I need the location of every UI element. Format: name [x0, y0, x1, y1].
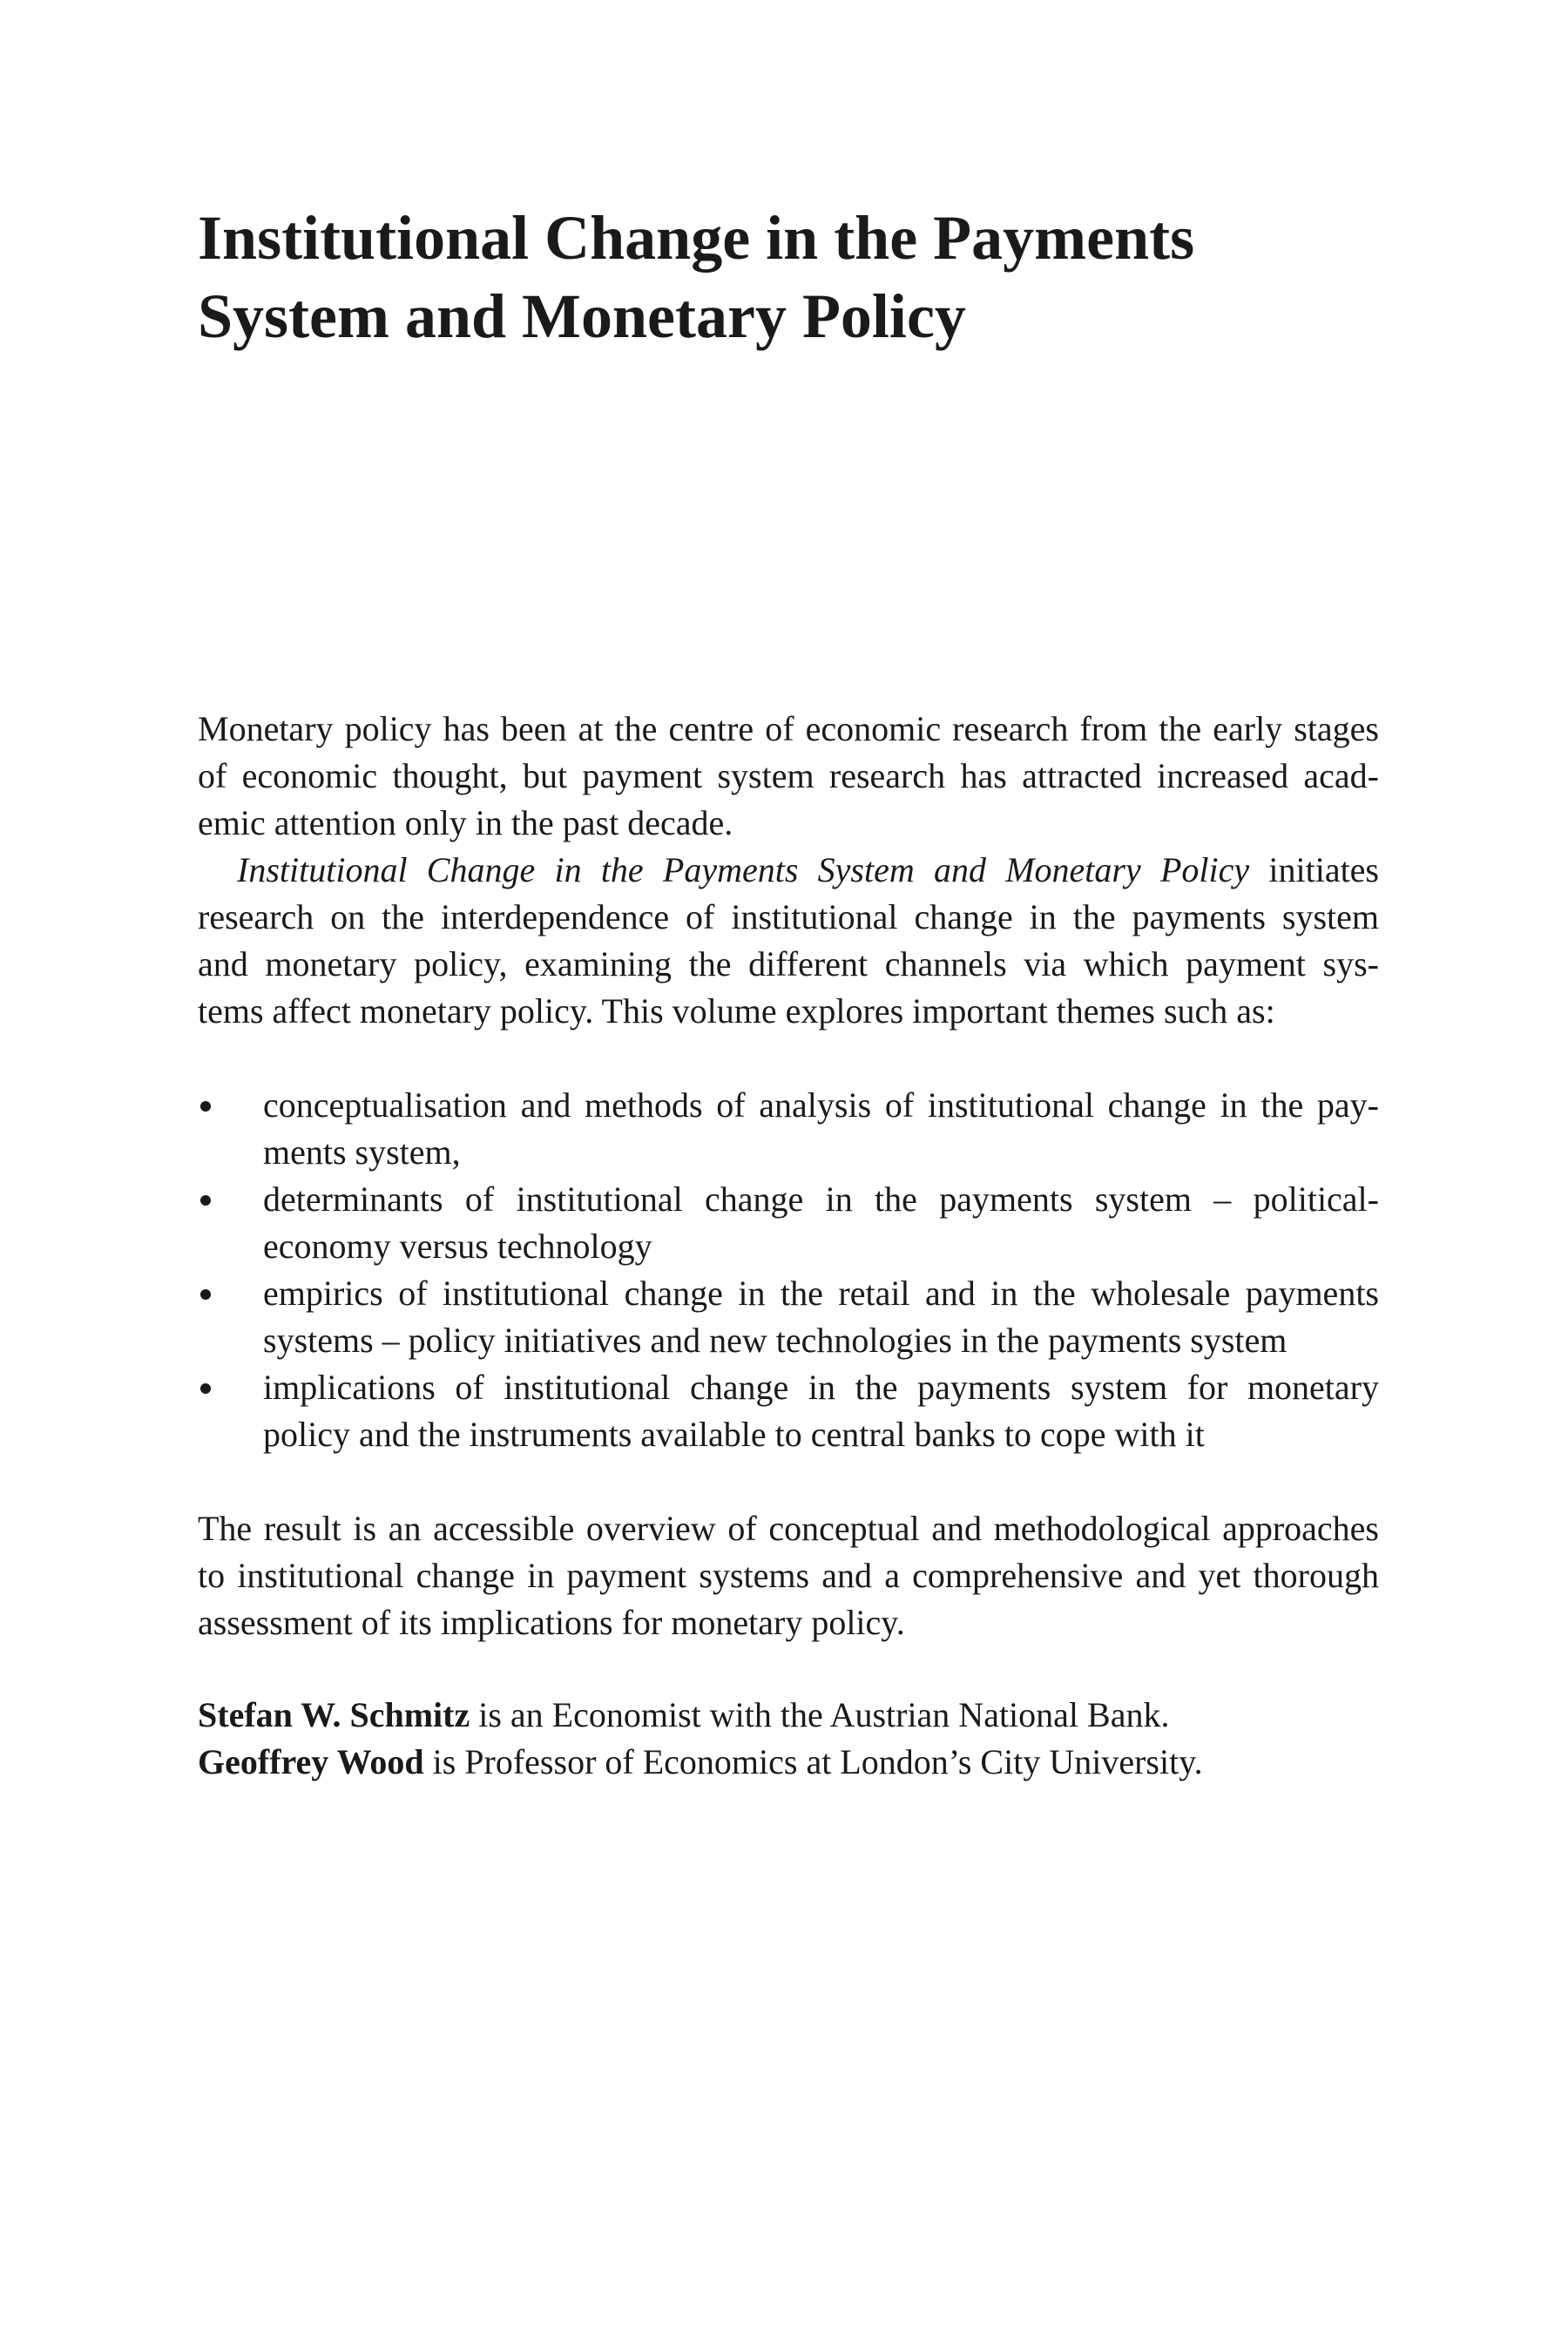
text-line-with-book-title [198, 847, 1379, 894]
intro-paragraph [198, 706, 1379, 847]
title-line-2: System and Monetary Policy [198, 281, 966, 351]
text-line: determinants of institutional change in the payments system – political- [263, 1179, 1379, 1219]
text-line: economy versus technology [263, 1227, 652, 1266]
text-line: empirics of institutional change in the retail and in the wholesale payments [263, 1274, 1379, 1313]
text-line: assessment of its implications for monetary policy. [198, 1603, 905, 1642]
list-item [198, 1176, 1379, 1270]
result-paragraph [198, 1505, 1379, 1646]
author-description: is Professor of Economics at London’s City University. [432, 1742, 1203, 1781]
page-title [198, 199, 1194, 355]
author-bio [198, 1692, 1379, 1739]
text-line: Monetary policy has been at the centre of economic research from the early stages [198, 709, 1379, 748]
text-line: ments system, [263, 1132, 461, 1172]
first-line-tail: initiates [1268, 850, 1379, 889]
second-paragraph [198, 847, 1379, 1035]
author-bios [198, 1692, 1379, 1786]
themes-list [198, 1082, 1379, 1458]
author-name: Stefan W. Schmitz [198, 1695, 470, 1734]
list-item [198, 1082, 1379, 1176]
text-line: and monetary policy, examining the different channels via which payment sys- [198, 944, 1379, 983]
text-line: The result is an accessible overview of conceptual and methodological approaches [198, 1509, 1379, 1548]
text-line: emic attention only in the past decade. [198, 803, 733, 842]
text-line: implications of institutional change in the payments system for monetary [263, 1368, 1379, 1407]
text-line: tems affect monetary policy. This volume explores important themes such as: [198, 991, 1275, 1031]
title-line-1: Institutional Change in the Payments [198, 203, 1195, 273]
spacer [198, 1646, 1379, 1692]
list-item [198, 1270, 1379, 1364]
text-line: of economic thought, but payment system research has attracted increased acad- [198, 756, 1379, 795]
author-bio [198, 1739, 1379, 1786]
spacer [198, 1035, 1379, 1082]
list-item [198, 1364, 1379, 1458]
text-line: systems – policy initiatives and new technologies in the payments system [263, 1321, 1288, 1360]
text-line: to institutional change in payment systems and a comprehensive and yet thorough [198, 1556, 1379, 1595]
text-line: policy and the instruments available to central banks to cope with it [263, 1415, 1205, 1454]
spacer [198, 1458, 1379, 1505]
blurb-body [198, 706, 1379, 1786]
author-name: Geoffrey Wood [198, 1742, 424, 1781]
text-line: conceptualisation and methods of analysis of institutional change in the pay- [263, 1085, 1379, 1125]
book-title-italic: Institutional Change in the Payments System and Monetary Policy [237, 850, 1250, 889]
author-description: is an Economist with the Austrian National Bank. [478, 1695, 1170, 1734]
text-line: research on the interdependence of institutional change in the payments system [198, 897, 1379, 936]
